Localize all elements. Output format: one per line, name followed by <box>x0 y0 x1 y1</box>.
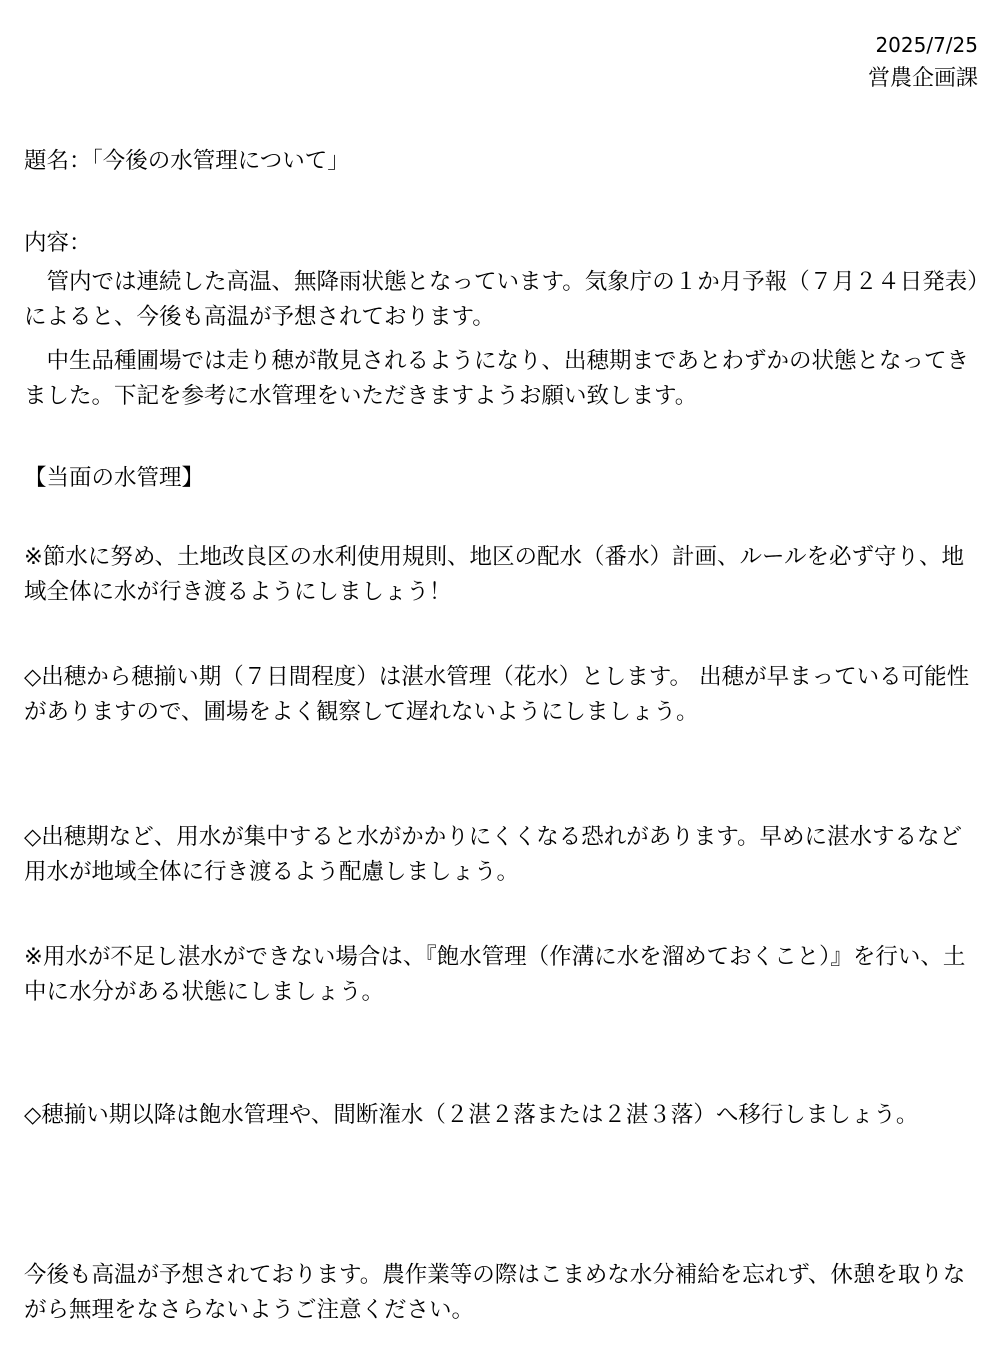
department-name: 営農企画課 <box>867 66 978 91</box>
closing-paragraph: 今後も高温が予想されております。農作業等の際はこまめな水分補給を忘れず、休憩を取りながら無理をなさらないようご注意ください。 <box>24 1262 966 1323</box>
issue-date: 2025/7/25 <box>875 33 978 57</box>
document-subject: 題名：「今後の水管理について」 <box>24 148 350 174</box>
note-water-saving: ※節水に努め、土地改良区の水利使用規則、地区の配水（番水）計画、ルールを必ず守り、地域全体に水が行き渡るようにしましょう！ <box>24 544 965 605</box>
item-flooding-management: ◇出穂から穂揃い期（７日間程度）は湛水管理（花水）とします。 出穂が早まっている可能性がありますので、圃場をよく観察して遅れないようにしましょう。 <box>24 664 970 725</box>
paragraph-heading-stage: 中生品種圃場では走り穂が散見されるようになり、出穂期まであとわずかの状態となってきました。下記を参考に水管理をいただきますようお願い致します。 <box>24 348 970 409</box>
content-label: 内容： <box>24 230 92 256</box>
item-intermittent-irrigation: ◇穂揃い期以降は飽水管理や、間断潅水（２湛２落または２湛３落）へ移行しましょう。 <box>24 1102 919 1128</box>
document-header <box>868 28 978 96</box>
paragraph-weather: 管内では連続した高温、無降雨状態となっています。気象庁の１か月予報（７月２４日発表）によると、今後も高温が予想されております。 <box>24 269 979 330</box>
section-title: 【当面の水管理】 <box>24 465 205 491</box>
note-saturated-management: ※用水が不足し湛水ができない場合は、『飽水管理（作溝に水を溜めておくこと）』を行い、土中に水分がある状態にしましょう。 <box>24 944 966 1005</box>
item-water-concentration: ◇出穂期など、用水が集中すると水がかかりにくくなる恐れがあります。早めに湛水するなど用水が地域全体に行き渡るよう配慮しましょう。 <box>24 824 963 885</box>
